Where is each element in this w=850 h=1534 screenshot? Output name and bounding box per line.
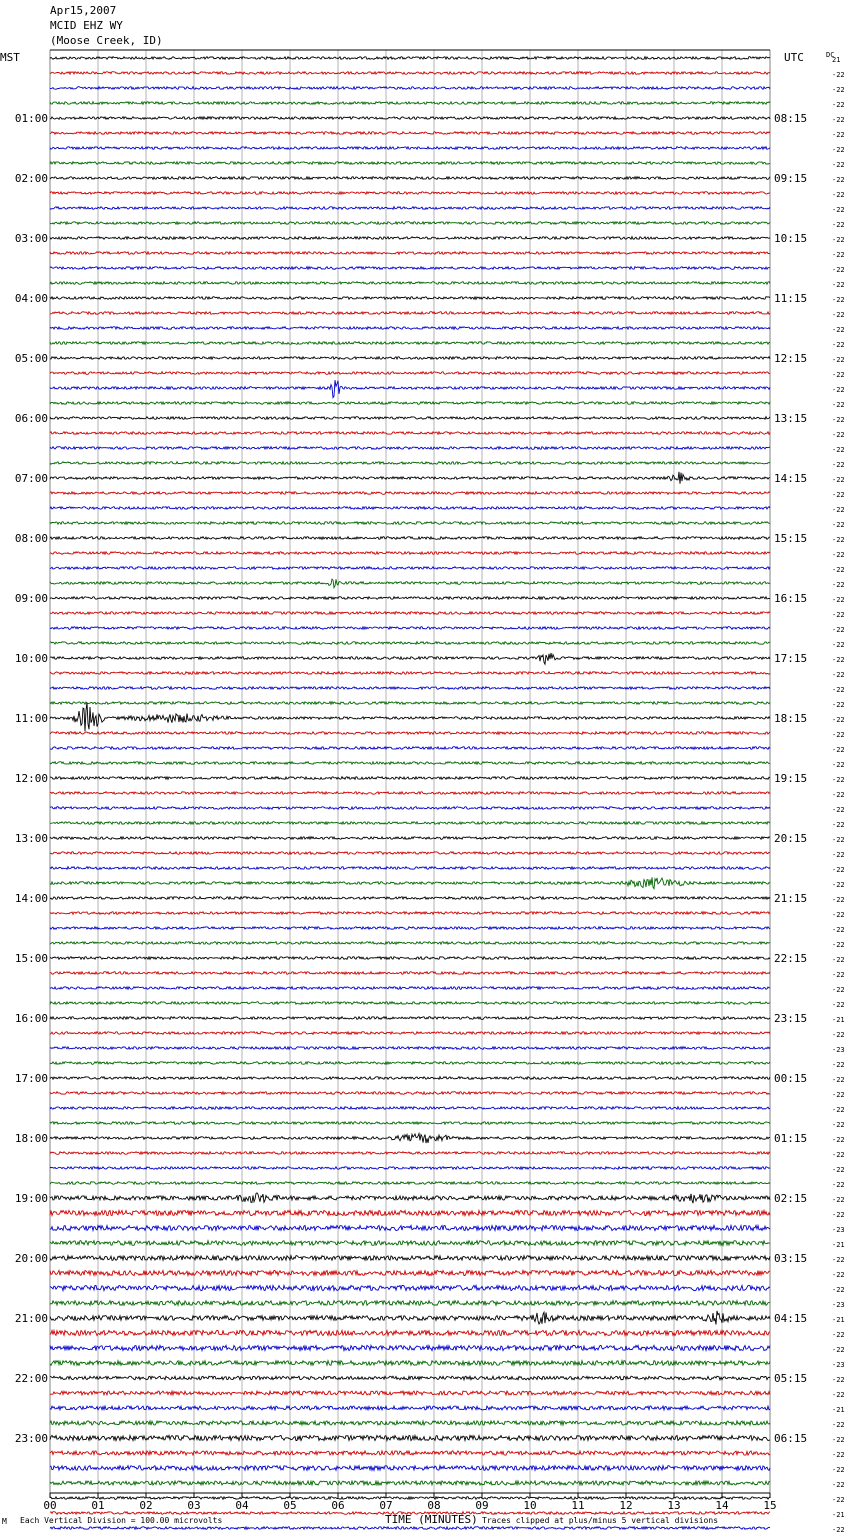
- dc-offset-label: -22: [832, 401, 845, 409]
- trace-row: [50, 1435, 770, 1440]
- right-timezone-label: UTC: [784, 51, 804, 64]
- dc-offset-label: -22: [832, 686, 845, 694]
- dc-offset-label: -22: [832, 1391, 845, 1399]
- trace-row: [50, 597, 770, 600]
- trace-row: [50, 1092, 770, 1095]
- left-hour-label: 18:00: [14, 1132, 48, 1145]
- trace-row: [50, 642, 770, 645]
- dc-offset-label: -22: [832, 551, 845, 559]
- trace-row: [50, 117, 770, 120]
- left-hour-label: 01:00: [14, 112, 48, 125]
- trace-row: [50, 57, 770, 60]
- left-hour-label: 21:00: [14, 1312, 48, 1325]
- left-hour-label: 19:00: [14, 1192, 48, 1205]
- trace-row: [50, 852, 770, 855]
- minute-grid: [50, 50, 770, 1493]
- labels: [15, 56, 845, 1534]
- trace-row: [50, 762, 770, 765]
- x-tick-label: 07: [379, 1499, 393, 1512]
- right-hour-label: 03:15: [774, 1252, 808, 1265]
- dc-offset-label: -22: [832, 1256, 845, 1264]
- x-tick-label: 14: [715, 1499, 729, 1512]
- dc-offset-label: -22: [832, 536, 845, 544]
- dc-offset-label: -22: [832, 731, 845, 739]
- dc-offset-label: -22: [832, 431, 845, 439]
- dc-offset-label: -22: [832, 1496, 845, 1504]
- dc-offset-label: 21: [832, 56, 841, 64]
- x-tick-label: 15: [763, 1499, 777, 1512]
- dc-offset-label: -22: [832, 356, 845, 364]
- trace-row: [50, 1167, 770, 1170]
- dc-offset-label: -22: [832, 911, 845, 919]
- dc-offset-label: -22: [832, 1346, 845, 1354]
- trace-row: [50, 380, 770, 398]
- header-location: (Moose Creek, ID): [50, 34, 163, 47]
- trace-row: [50, 252, 770, 255]
- trace-row: [50, 732, 770, 735]
- header-station: MCID EHZ WY: [50, 19, 123, 32]
- left-hour-label: 03:00: [14, 232, 48, 245]
- trace-row: [50, 972, 770, 975]
- dc-offset-label: -22: [832, 1196, 845, 1204]
- trace-row: [50, 1193, 770, 1203]
- x-tick-label: 04: [235, 1499, 249, 1512]
- left-hour-label: 09:00: [14, 592, 48, 605]
- dc-offset-label: -22: [832, 701, 845, 709]
- trace-row: [50, 1241, 770, 1246]
- dc-offset-label: -22: [832, 1466, 845, 1474]
- dc-offset-label: -22: [832, 146, 845, 154]
- trace-row: [50, 702, 770, 731]
- dc-offset-label: -22: [832, 776, 845, 784]
- dc-offset-label: -22: [832, 251, 845, 259]
- trace-row: [50, 687, 770, 690]
- dc-offset-label: -23: [832, 1226, 845, 1234]
- right-hour-label: 17:15: [774, 652, 808, 665]
- trace-row: [50, 1107, 770, 1110]
- dc-offset-label: -22: [832, 101, 845, 109]
- dc-offset-label: -22: [832, 491, 845, 499]
- dc-offset-label: -22: [832, 806, 845, 814]
- trace-row: [50, 72, 770, 75]
- trace-row: [50, 537, 770, 540]
- trace-row: [50, 957, 770, 960]
- trace-row: [50, 912, 770, 915]
- trace-row: [50, 447, 770, 450]
- trace-row: [50, 837, 770, 840]
- trace-row: [50, 1047, 770, 1050]
- trace-row: [50, 192, 770, 195]
- dc-offset-label: -21: [832, 1406, 845, 1414]
- dc-offset-label: -22: [832, 566, 845, 574]
- trace-row: [50, 1285, 770, 1290]
- trace-row: [50, 1002, 770, 1005]
- scale-note: Each Vertical Division = 100.00 microvolts: [20, 1516, 223, 1525]
- dc-offset-label: -22: [832, 626, 845, 634]
- right-hour-label: 05:15: [774, 1372, 808, 1385]
- clip-note: Traces clipped at plus/minus 5 vertical divisions: [482, 1516, 719, 1525]
- axes: [50, 50, 770, 1498]
- dc-offset-label: -22: [832, 596, 845, 604]
- dc-offset-label: -22: [832, 236, 845, 244]
- right-hour-label: 02:15: [774, 1192, 808, 1205]
- trace-row: [50, 897, 770, 900]
- right-hour-label: 10:15: [774, 232, 808, 245]
- dc-offset-label: -22: [832, 1076, 845, 1084]
- trace-row: [50, 1311, 770, 1325]
- dc-offset-label: -23: [832, 1046, 845, 1054]
- right-hour-label: 00:15: [774, 1072, 808, 1085]
- trace-row: [50, 132, 770, 135]
- right-hour-label: 06:15: [774, 1432, 808, 1445]
- dc-offset-label: -22: [832, 1451, 845, 1459]
- left-hour-label: 23:00: [14, 1432, 48, 1445]
- trace-row: [50, 222, 770, 225]
- trace-row: [50, 312, 770, 315]
- dc-offset-label: -22: [832, 581, 845, 589]
- dc-offset-label: -22: [832, 476, 845, 484]
- trace-row: [50, 1481, 770, 1485]
- trace-row: [50, 1330, 770, 1335]
- left-hour-label: 07:00: [14, 472, 48, 485]
- dc-offset-label: -22: [832, 1001, 845, 1009]
- trace-row: [50, 1062, 770, 1065]
- x-tick-label: 13: [667, 1499, 681, 1512]
- trace-row: [50, 87, 770, 90]
- dc-offset-label: -22: [832, 1436, 845, 1444]
- trace-row: [50, 1345, 770, 1350]
- dc-offset-label: -22: [832, 926, 845, 934]
- x-tick-label: 00: [43, 1499, 57, 1512]
- dc-offset-label: -22: [832, 791, 845, 799]
- trace-row: [50, 747, 770, 750]
- trace-row: [50, 417, 770, 420]
- trace-row: [50, 1077, 770, 1080]
- trace-row: [50, 1527, 770, 1530]
- trace-row: [50, 702, 770, 705]
- left-hour-label: 10:00: [14, 652, 48, 665]
- trace-row: [50, 162, 770, 165]
- dc-offset-label: -22: [832, 206, 845, 214]
- trace-row: [50, 1122, 770, 1125]
- right-hour-label: 19:15: [774, 772, 808, 785]
- trace-row: [50, 1225, 770, 1230]
- left-hour-label: 14:00: [14, 892, 48, 905]
- trace-row: [50, 177, 770, 180]
- dc-offset-label: -22: [832, 1091, 845, 1099]
- x-tick-label: 06: [331, 1499, 345, 1512]
- dc-offset-label: -22: [832, 191, 845, 199]
- dc-offset-label: -21: [832, 1016, 845, 1024]
- dc-offset-label: -22: [832, 881, 845, 889]
- trace-row: [50, 987, 770, 990]
- dc-offset-label: -21: [832, 1316, 845, 1324]
- dc-offset-label: -22: [832, 956, 845, 964]
- trace-row: [50, 282, 770, 285]
- dc-offset-label: -22: [832, 1031, 845, 1039]
- x-axis-title: TIME (MINUTES): [385, 1513, 478, 1526]
- left-hour-label: 12:00: [14, 772, 48, 785]
- x-tick-label: 10: [523, 1499, 537, 1512]
- trace-row: [50, 1361, 770, 1366]
- dc-offset-label: -22: [832, 1376, 845, 1384]
- left-hour-label: 20:00: [14, 1252, 48, 1265]
- trace-row: [50, 267, 770, 270]
- trace-row: [50, 1497, 770, 1500]
- right-hour-label: 12:15: [774, 352, 808, 365]
- right-hour-label: 04:15: [774, 1312, 808, 1325]
- left-hour-label: 15:00: [14, 952, 48, 965]
- left-hour-label: 06:00: [14, 412, 48, 425]
- dc-offset-label: -22: [832, 386, 845, 394]
- left-hour-label: 16:00: [14, 1012, 48, 1025]
- right-hour-label: 13:15: [774, 412, 808, 425]
- dc-offset-label: -22: [832, 866, 845, 874]
- dc-offset-label: -22: [832, 836, 845, 844]
- trace-row: [50, 942, 770, 945]
- trace-row: [50, 507, 770, 510]
- dc-offset-label: -22: [832, 1061, 845, 1069]
- trace-row: [50, 522, 770, 525]
- trace-row: [50, 567, 770, 570]
- right-hour-label: 14:15: [774, 472, 808, 485]
- trace-row: [50, 342, 770, 345]
- dc-offset-label: -22: [832, 746, 845, 754]
- trace-row: [50, 462, 770, 465]
- right-hour-label: 11:15: [774, 292, 808, 305]
- left-hour-label: 02:00: [14, 172, 48, 185]
- trace-row: [50, 1182, 770, 1185]
- trace-row: [50, 1451, 770, 1455]
- trace-row: [50, 807, 770, 810]
- x-tick-label: 12: [619, 1499, 633, 1512]
- right-hour-label: 21:15: [774, 892, 808, 905]
- trace-row: [50, 822, 770, 825]
- dc-offset-label: -22: [832, 971, 845, 979]
- trace-row: [50, 1421, 770, 1425]
- seismic-traces: [50, 57, 770, 1534]
- trace-row: [50, 792, 770, 795]
- dc-offset-label: -22: [832, 296, 845, 304]
- dc-offset-label: -22: [832, 821, 845, 829]
- dc-offset-label: -22: [832, 1331, 845, 1339]
- dc-offset-label: -22: [832, 611, 845, 619]
- trace-row: [50, 1406, 770, 1410]
- x-tick-label: 01: [91, 1499, 105, 1512]
- trace-row: [50, 612, 770, 615]
- dc-offset-label: -22: [832, 1166, 845, 1174]
- trace-row: [50, 472, 770, 484]
- dc-offset-label: -22: [832, 446, 845, 454]
- trace-row: [50, 402, 770, 405]
- left-hour-label: 04:00: [14, 292, 48, 305]
- trace-row: [50, 1301, 770, 1306]
- dc-offset-label: -22: [832, 161, 845, 169]
- trace-row: [50, 207, 770, 210]
- left-hour-label: 17:00: [14, 1072, 48, 1085]
- trace-row: [50, 579, 770, 588]
- trace-row: [50, 653, 770, 664]
- dc-offset-label: -22: [832, 851, 845, 859]
- left-hour-label: 22:00: [14, 1372, 48, 1385]
- x-tick-label: 11: [571, 1499, 585, 1512]
- trace-row: [50, 927, 770, 930]
- header-date: Apr15,2007: [50, 4, 117, 17]
- dc-offset-label: -23: [832, 1361, 845, 1369]
- dc-offset-label: -21: [832, 1511, 845, 1519]
- dc-offset-label: -22: [832, 461, 845, 469]
- trace-row: [50, 1017, 770, 1020]
- trace-row: [50, 1391, 770, 1395]
- trace-row: [50, 672, 770, 675]
- dc-offset-label: -22: [832, 1151, 845, 1159]
- dc-offset-label: -22: [832, 1136, 845, 1144]
- right-hour-label: 20:15: [774, 832, 808, 845]
- dc-offset-label: -22: [832, 941, 845, 949]
- dc-offset-label: -22: [832, 1106, 845, 1114]
- right-hour-label: 16:15: [774, 592, 808, 605]
- trace-row: [50, 1376, 770, 1380]
- dc-offset-label: -22: [832, 371, 845, 379]
- trace-row: [50, 327, 770, 330]
- right-hour-label: 08:15: [774, 112, 808, 125]
- trace-row: [50, 372, 770, 375]
- dc-offset-label: -22: [832, 176, 845, 184]
- trace-row: [50, 1210, 770, 1215]
- dc-offset-label: -22: [832, 281, 845, 289]
- x-tick-label: 08: [427, 1499, 441, 1512]
- dc-offset-label: -22: [832, 326, 845, 334]
- dc-offset-label: -22: [832, 71, 845, 79]
- dc-offset-label: -22: [832, 521, 845, 529]
- dc-offset-label: -22: [832, 671, 845, 679]
- dc-header-label: DC: [826, 51, 835, 59]
- dc-offset-label: -22: [832, 1481, 845, 1489]
- x-tick-label: 03: [187, 1499, 201, 1512]
- dc-offset-label: -22: [832, 1121, 845, 1129]
- right-hour-label: 09:15: [774, 172, 808, 185]
- x-tick-label: 09: [475, 1499, 489, 1512]
- dc-offset-label: -22: [832, 131, 845, 139]
- corner-mark: M: [2, 1517, 7, 1526]
- trace-row: [50, 432, 770, 435]
- x-tick-label: 05: [283, 1499, 297, 1512]
- trace-row: [50, 237, 770, 240]
- trace-row: [50, 552, 770, 555]
- left-hour-label: 11:00: [14, 712, 48, 725]
- trace-row: [50, 867, 770, 870]
- dc-offset-label: -22: [832, 86, 845, 94]
- dc-offset-label: -22: [832, 116, 845, 124]
- right-hour-label: 15:15: [774, 532, 808, 545]
- dc-offset-label: -22: [832, 506, 845, 514]
- trace-row: [50, 357, 770, 360]
- dc-offset-label: -22: [832, 311, 845, 319]
- dc-offset-label: -22: [832, 1421, 845, 1429]
- trace-row: [50, 297, 770, 300]
- trace-row: [50, 147, 770, 150]
- trace-row: [50, 102, 770, 105]
- right-hour-label: 18:15: [774, 712, 808, 725]
- left-hour-label: 05:00: [14, 352, 48, 365]
- dc-offset-label: -22: [832, 1211, 845, 1219]
- trace-row: [50, 1152, 770, 1155]
- trace-row: [50, 627, 770, 630]
- right-hour-label: 22:15: [774, 952, 808, 965]
- dc-offset-label: -22: [832, 656, 845, 664]
- right-hour-label: 01:15: [774, 1132, 808, 1145]
- left-timezone-label: MST: [0, 51, 20, 64]
- dc-offset-label: -22: [832, 341, 845, 349]
- dc-offset-label: -22: [832, 716, 845, 724]
- x-tick-label: 02: [139, 1499, 153, 1512]
- dc-offset-label: -22: [832, 416, 845, 424]
- dc-offset-label: -22: [832, 221, 845, 229]
- dc-offset-label: -22: [832, 896, 845, 904]
- dc-offset-label: -21: [832, 1241, 845, 1249]
- left-hour-label: 08:00: [14, 532, 48, 545]
- dc-offset-label: -22: [832, 1286, 845, 1294]
- dc-offset-label: -22: [832, 641, 845, 649]
- trace-row: [50, 777, 770, 780]
- trace-row: [50, 1032, 770, 1035]
- trace-row: [50, 877, 770, 888]
- dc-offset-label: -22: [832, 986, 845, 994]
- dc-offset-label: -22: [832, 1181, 845, 1189]
- dc-offset-label: -22: [832, 1271, 845, 1279]
- trace-row: [50, 492, 770, 495]
- trace-row: [50, 1466, 770, 1471]
- right-hour-label: 23:15: [774, 1012, 808, 1025]
- dc-offset-label: -22: [832, 266, 845, 274]
- trace-row: [50, 1256, 770, 1261]
- left-hour-label: 13:00: [14, 832, 48, 845]
- trace-row: [50, 1270, 770, 1275]
- dc-offset-label: -22: [832, 761, 845, 769]
- dc-offset-label: -22: [832, 1526, 845, 1534]
- dc-offset-label: -23: [832, 1301, 845, 1309]
- trace-row: [50, 1134, 770, 1144]
